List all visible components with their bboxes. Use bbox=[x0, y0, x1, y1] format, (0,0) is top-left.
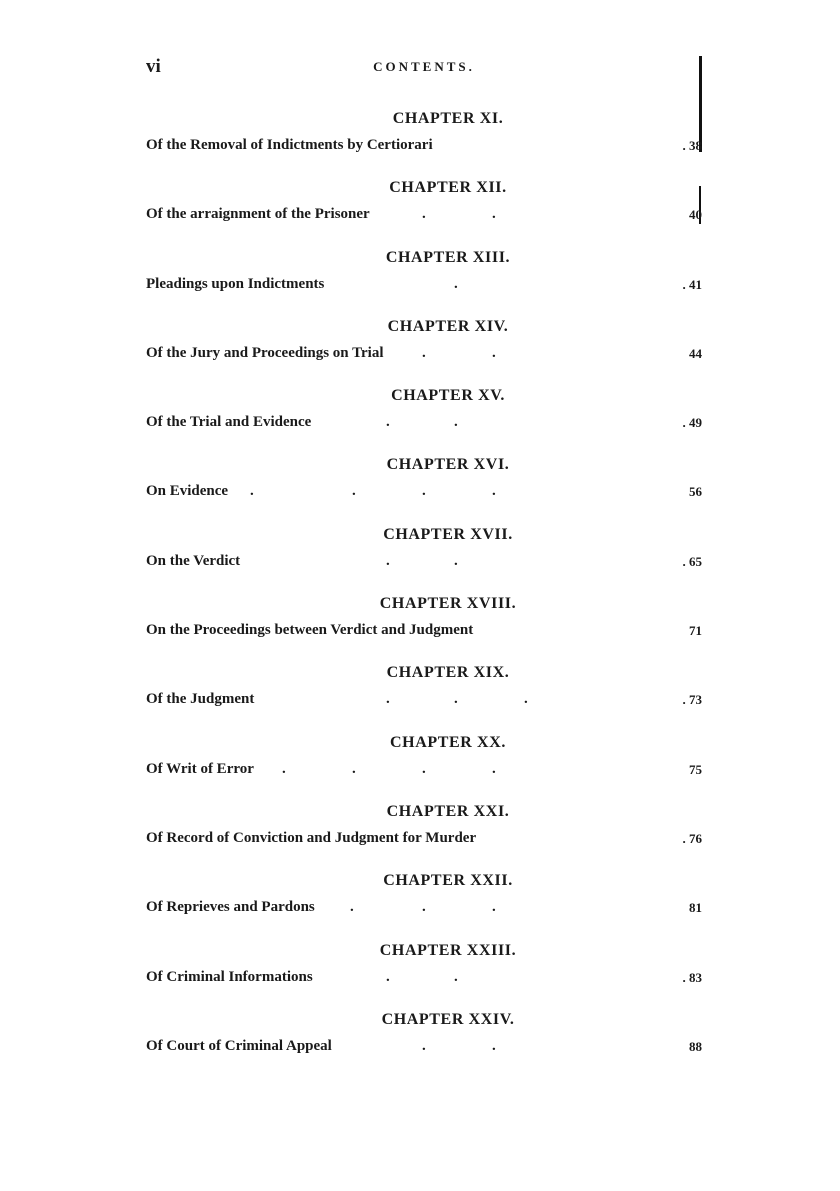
entry-title: Of the Judgment bbox=[146, 691, 255, 708]
chapter-heading: CHAPTER XIX. bbox=[386, 664, 510, 682]
leader-dot: . bbox=[454, 552, 458, 569]
chapter-heading: CHAPTER XVI. bbox=[386, 456, 510, 474]
toc-chapter bbox=[146, 387, 702, 456]
leader-dot: . bbox=[282, 760, 286, 777]
leader-dot: . bbox=[492, 344, 496, 361]
toc-entry bbox=[146, 622, 702, 642]
chapter-heading: CHAPTER XXI. bbox=[386, 802, 510, 820]
leader-dot: . bbox=[492, 483, 496, 500]
leader-dot: . bbox=[492, 206, 496, 223]
chapter-heading: CHAPTER XXII. bbox=[383, 872, 513, 890]
entry-page: . 41 bbox=[682, 276, 702, 292]
chapter-heading: CHAPTER XXIV. bbox=[381, 1010, 515, 1028]
toc-entry bbox=[146, 899, 702, 919]
toc-entry bbox=[146, 553, 702, 573]
toc-entry bbox=[146, 137, 702, 157]
toc-entry bbox=[146, 483, 702, 503]
entry-page: 40 bbox=[689, 207, 702, 223]
entry-page: 88 bbox=[689, 1038, 702, 1054]
entry-title: Of Criminal Informations bbox=[146, 968, 313, 985]
chapter-heading: CHAPTER XX. bbox=[390, 733, 506, 751]
toc-chapter bbox=[146, 456, 702, 525]
leader-dot: . bbox=[352, 760, 356, 777]
leader-dot: . bbox=[492, 760, 496, 777]
leader-dot: . bbox=[422, 1037, 426, 1054]
leader-dot: . bbox=[454, 414, 458, 431]
leader-dot: . bbox=[386, 552, 390, 569]
toc-chapter bbox=[146, 734, 702, 803]
entry-title: On Evidence bbox=[146, 483, 229, 500]
toc-chapter bbox=[146, 318, 702, 387]
entry-page: 71 bbox=[689, 623, 702, 639]
leader-dot: . bbox=[524, 691, 528, 708]
leader-dot: . bbox=[422, 344, 426, 361]
leader-dot: . bbox=[422, 206, 426, 223]
entry-page: . 73 bbox=[682, 692, 702, 708]
entry-title: Of the Removal of Indictments by Certiorari bbox=[146, 137, 433, 153]
toc-entry bbox=[146, 345, 702, 365]
leader-dot: . bbox=[250, 483, 254, 500]
entry-title: Of Reprieves and Pardons bbox=[146, 899, 315, 916]
leader-dot: . bbox=[454, 691, 458, 708]
leader-dot: . bbox=[350, 899, 354, 916]
toc-chapter bbox=[146, 942, 702, 1011]
table-of-contents bbox=[146, 110, 702, 1080]
entry-title: Of Court of Criminal Appeal bbox=[146, 1037, 332, 1054]
chapter-heading: CHAPTER XV. bbox=[391, 387, 505, 405]
toc-entry bbox=[146, 761, 702, 781]
chapter-heading: CHAPTER XVII. bbox=[383, 525, 513, 543]
leader-dot: . bbox=[386, 691, 390, 708]
toc-chapter bbox=[146, 595, 702, 664]
entry-page: 81 bbox=[689, 900, 702, 916]
entry-page: . 76 bbox=[682, 830, 702, 846]
leader-dot: . bbox=[386, 414, 390, 431]
entry-page: . 38 bbox=[682, 138, 702, 153]
toc-chapter bbox=[146, 872, 702, 941]
leader-dot: . bbox=[492, 899, 496, 916]
toc-entry bbox=[146, 969, 702, 989]
toc-entry bbox=[146, 414, 702, 434]
entry-page: . 65 bbox=[682, 553, 702, 569]
leader-dot: . bbox=[454, 968, 458, 985]
entry-page: 56 bbox=[689, 484, 702, 500]
chapter-heading: CHAPTER XVIII. bbox=[379, 595, 517, 613]
running-head: CONTENTS. bbox=[373, 59, 475, 74]
entry-page: . 83 bbox=[682, 969, 702, 985]
toc-chapter bbox=[146, 110, 702, 179]
page-number: vi bbox=[146, 56, 161, 77]
chapter-heading: CHAPTER XII. bbox=[389, 179, 507, 197]
leader-dot: . bbox=[422, 899, 426, 916]
entry-title: Of the Jury and Proceedings on Trial bbox=[146, 344, 384, 361]
leader-dot: . bbox=[454, 275, 458, 292]
leader-dot: . bbox=[422, 760, 426, 777]
entry-page: . 49 bbox=[682, 415, 702, 431]
leader-dot: . bbox=[422, 483, 426, 500]
page-header bbox=[146, 56, 702, 80]
toc-chapter bbox=[146, 1011, 702, 1080]
entry-title: Of Writ of Error bbox=[146, 760, 254, 777]
entry-title: Of the arraignment of the Prisoner bbox=[146, 206, 370, 223]
entry-title: On the Verdict bbox=[146, 552, 241, 569]
toc-chapter bbox=[146, 179, 702, 248]
chapter-heading: CHAPTER XI. bbox=[392, 110, 504, 127]
toc-chapter bbox=[146, 249, 702, 318]
toc-chapter bbox=[146, 664, 702, 733]
toc-chapter bbox=[146, 526, 702, 595]
chapter-heading: CHAPTER XIV. bbox=[387, 317, 509, 335]
entry-title: Pleadings upon Indictments bbox=[146, 275, 325, 292]
entry-page: 44 bbox=[689, 345, 702, 361]
toc-chapter bbox=[146, 803, 702, 872]
toc-entry bbox=[146, 206, 702, 226]
entry-page: 75 bbox=[689, 761, 702, 777]
entry-title: Of Record of Conviction and Judgment for Murder bbox=[146, 829, 477, 846]
toc-entry bbox=[146, 691, 702, 711]
toc-entry bbox=[146, 830, 702, 850]
toc-entry bbox=[146, 276, 702, 296]
chapter-heading: CHAPTER XIII. bbox=[385, 248, 511, 266]
entry-title: Of the Trial and Evidence bbox=[146, 414, 312, 431]
leader-dot: . bbox=[352, 483, 356, 500]
leader-dot: . bbox=[492, 1037, 496, 1054]
entry-title: On the Proceedings between Verdict and Judgment bbox=[146, 622, 474, 639]
leader-dot: . bbox=[386, 968, 390, 985]
chapter-heading: CHAPTER XXIII. bbox=[379, 941, 517, 959]
toc-entry bbox=[146, 1038, 702, 1058]
